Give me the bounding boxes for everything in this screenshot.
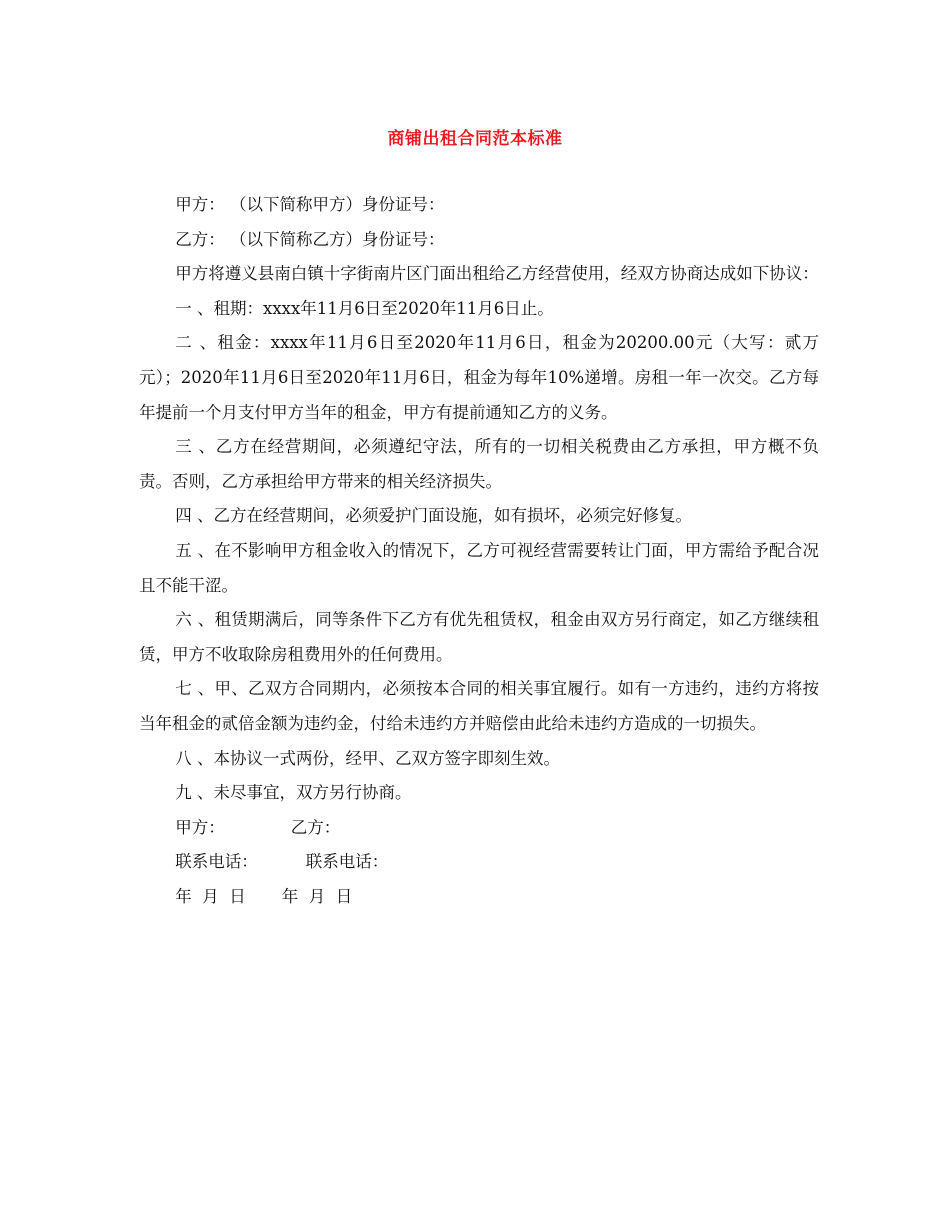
clause-2: 二 、租金：xxxx年11月6日至2020年11月6日，租金为20200.00元（大写：贰万元）；2020年11月6日至2020年11月6日，租金为每年10%递增。房租一年一次交。乙方每年提前一个月支付甲方当年的租金，甲方有提前通知乙方的义务。 [139,333,819,422]
contract-body [139,188,819,914]
party-a-line: 甲方： （以下简称甲方）身份证号： [175,195,445,214]
signature-row-dates [139,880,819,915]
clause-1: 一 、租期：xxxx年11月6日至2020年11月6日止。 [175,298,554,318]
clause-8: 八 、本协议一式两份，经甲、乙双方签字即刻生效。 [175,748,561,768]
clause-9: 九 、未尽事宜，双方另行协商。 [175,783,412,803]
signature-row-parties [139,811,819,846]
signature-row-phones [139,845,819,880]
phone-party-a: 联系电话： [175,852,258,872]
clause-5: 五 、在不影响甲方租金收入的情况下，乙方可视经营需要转让门面，甲方需给予配合况且不能干涩。 [139,540,819,595]
phone-party-b: 联系电话： [305,852,389,872]
clause-3: 三 、乙方在经营期间，必须遵纪守法，所有的一切相关税费由乙方承担，甲方概不负责。否则，乙方承担给甲方带来的相关经济损失。 [139,437,819,491]
date-party-b: 年 月 日 [281,886,353,906]
date-party-a: 年 月 日 [175,886,246,906]
document-title: 商铺出租合同范本标准 [387,129,563,149]
signature-party-b: 乙方： [290,817,341,837]
clause-4: 四 、乙方在经营期间，必须爱护门面设施，如有损坏，必须完好修复。 [175,506,693,526]
clause-6: 六 、租赁期满后，同等条件下乙方有优先租赁权，租金由双方另行商定，如乙方继续租赁，甲方不收取除房租费用外的任何费用。 [139,610,819,664]
party-b-line: 乙方： （以下简称乙方）身份证号： [175,229,445,249]
intro-paragraph: 甲方将遵义县南白镇十字街南片区门面出租给乙方经营使用，经双方协商达成如下协议： [175,264,819,284]
signature-party-a: 甲方： [175,817,225,837]
clause-7: 七 、甲、乙双方合同期内，必须按本合同的相关事宜履行。如有一方违约，违约方将按当年租金的贰倍金额为违约金，付给未违约方并赔偿由此给未违约方造成的一切损失。 [139,679,819,733]
